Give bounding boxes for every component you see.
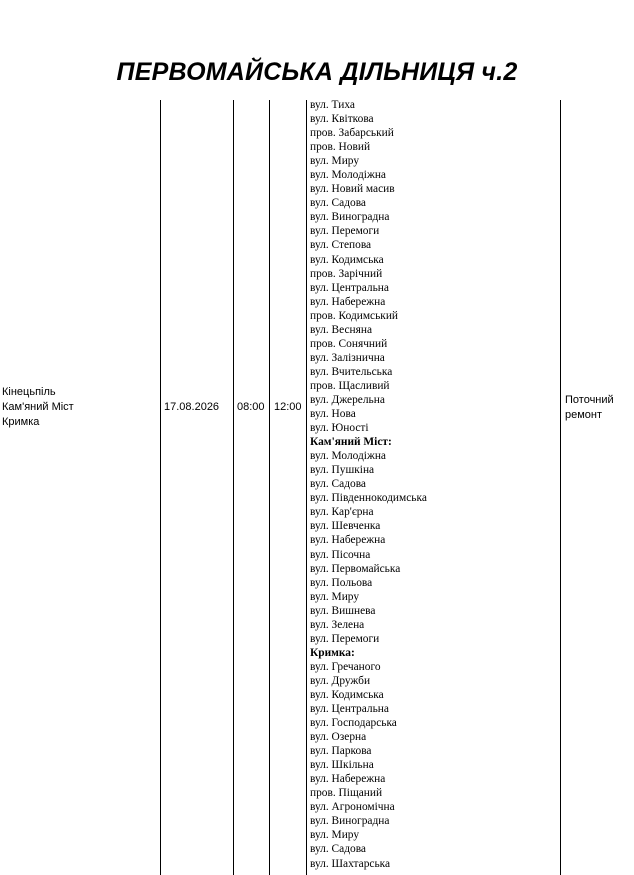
street-item: вул. Озерна bbox=[310, 731, 367, 744]
street-item: пров. Щасливий bbox=[310, 379, 390, 392]
settlement-name: Кінецьпіль bbox=[2, 386, 56, 398]
street-item: вул. Джерельна bbox=[310, 393, 385, 406]
street-item: вул. Дружби bbox=[310, 674, 371, 687]
street-item: вул. Шкільна bbox=[310, 759, 374, 772]
table-border bbox=[160, 100, 161, 875]
street-item: вул. Гречаного bbox=[310, 660, 381, 673]
street-item: пров. Зарічний bbox=[310, 267, 383, 280]
outage-start-time: 08:00 bbox=[237, 401, 265, 413]
street-item: вул. Первомайська bbox=[310, 562, 401, 575]
settlement-subheading: Кам'яний Міст: bbox=[310, 436, 392, 449]
street-item: вул. Польова bbox=[310, 576, 373, 589]
street-item: вул. Шахтарська bbox=[310, 857, 391, 870]
street-item: вул. Миру bbox=[310, 155, 360, 168]
street-item: вул. Молодіжна bbox=[310, 169, 386, 182]
street-item: вул. Набережна bbox=[310, 534, 386, 547]
work-type-line: Поточний bbox=[565, 394, 614, 406]
street-item: вул. Виноградна bbox=[310, 211, 390, 224]
street-item: вул. Миру bbox=[310, 590, 360, 603]
street-item: вул. Весняна bbox=[310, 323, 373, 336]
street-item: пров. Піщаний bbox=[310, 787, 383, 800]
street-item: вул. Набережна bbox=[310, 295, 386, 308]
street-item: вул. Кодимська bbox=[310, 688, 384, 701]
street-item: вул. Шевченка bbox=[310, 520, 381, 533]
street-item: вул. Перемоги bbox=[310, 225, 380, 238]
settlements-cell bbox=[2, 385, 74, 430]
work-type-line: ремонт bbox=[565, 409, 603, 421]
street-item: вул. Пушкіна bbox=[310, 464, 375, 477]
street-item: вул. Вишнева bbox=[310, 604, 376, 617]
table-border bbox=[233, 100, 234, 875]
page-title: ПЕРВОМАЙСЬКА ДІЛЬНИЦЯ ч.2 bbox=[116, 58, 518, 86]
work-type-cell bbox=[565, 393, 614, 423]
street-item: вул. Центральна bbox=[310, 281, 389, 294]
street-item: вул. Залізнична bbox=[310, 351, 385, 364]
settlement-subheading: Кримка: bbox=[310, 646, 355, 659]
street-item: вул. Кар'єрна bbox=[310, 506, 374, 519]
street-item: вул. Набережна bbox=[310, 773, 386, 786]
table-border bbox=[560, 100, 561, 875]
street-item: вул. Новий масив bbox=[310, 183, 395, 196]
street-item: вул. Степова bbox=[310, 239, 372, 252]
street-item: вул. Агрономічна bbox=[310, 801, 395, 814]
street-item: пров. Сонячний bbox=[310, 337, 388, 350]
outage-end-time: 12:00 bbox=[274, 401, 302, 413]
street-item: вул. Нова bbox=[310, 408, 356, 421]
settlement-name: Кримка bbox=[2, 416, 40, 428]
table-border bbox=[269, 100, 270, 875]
street-item: вул. Господарська bbox=[310, 717, 397, 730]
street-item: пров. Новий bbox=[310, 141, 371, 154]
settlement-name: Кам'яний Міст bbox=[2, 401, 74, 413]
street-item: вул. Миру bbox=[310, 829, 360, 842]
street-item: вул. Садова bbox=[310, 197, 366, 210]
street-item: вул. Молодіжна bbox=[310, 450, 386, 463]
streets-list bbox=[310, 98, 427, 871]
street-item: вул. Кодимська bbox=[310, 253, 384, 266]
street-item: вул. Тиха bbox=[310, 99, 355, 111]
street-item: вул. Південнокодимська bbox=[310, 492, 427, 505]
street-item: вул. Пісочна bbox=[310, 548, 371, 561]
street-item: вул. Юності bbox=[310, 422, 369, 435]
street-item: пров. Забарський bbox=[310, 127, 394, 140]
street-item: вул. Вчительська bbox=[310, 365, 393, 378]
street-item: вул. Зелена bbox=[310, 618, 365, 631]
street-item: вул. Центральна bbox=[310, 703, 389, 716]
street-item: вул. Виноградна bbox=[310, 815, 390, 828]
table-border bbox=[306, 100, 307, 875]
street-item: пров. Кодимський bbox=[310, 309, 399, 322]
street-item: вул. Садова bbox=[310, 843, 366, 856]
street-item: вул. Квіткова bbox=[310, 113, 374, 126]
street-item: вул. Садова bbox=[310, 478, 366, 491]
street-item: вул. Паркова bbox=[310, 745, 372, 758]
outage-date: 17.08.2026 bbox=[164, 401, 220, 413]
street-item: вул. Перемоги bbox=[310, 632, 380, 645]
